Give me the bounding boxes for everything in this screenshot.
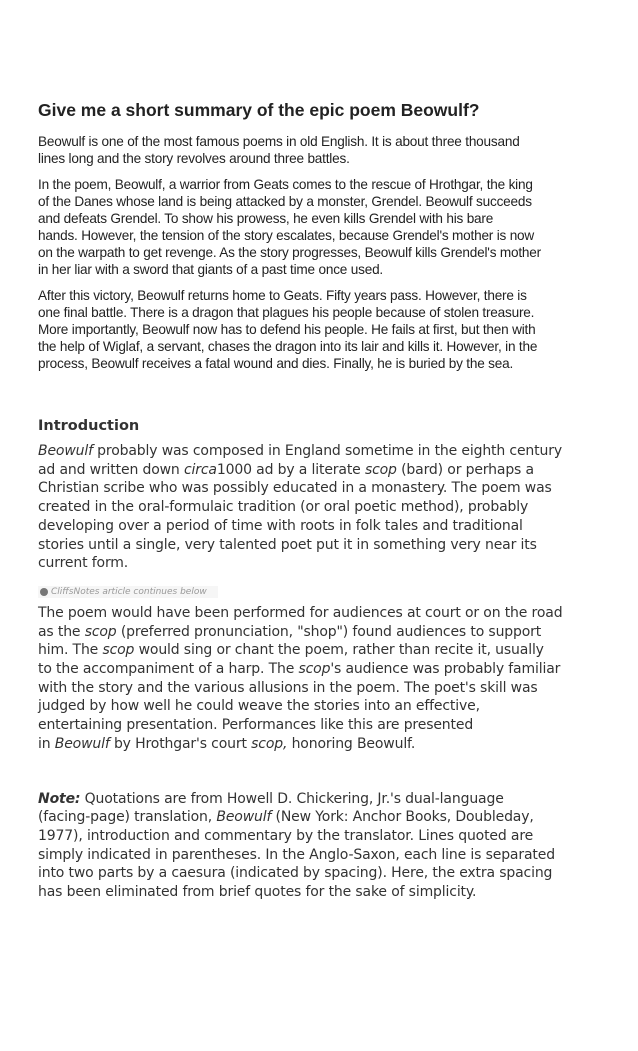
emphasized-text: scop: [364, 461, 397, 478]
text-run: 1000 ad by a literate: [216, 461, 365, 478]
text-run: (bard) or perhaps a Christian scribe who was possibly educated in a monastery. The poem was created in the oral-formulaic tradition (or oral poetic method), probably developing over a period of time with roots in folk tales and traditional stories until a single, very talented poet put it in something very near its current form.: [38, 461, 552, 572]
circle-icon: [40, 588, 48, 596]
text-run: (New York: Anchor Books, Doubleday, 1977), introduction and commentary by the translator. Lines quoted are simply indicated in parentheses. In the Anglo-Saxon, each line is separated into two parts by a caesura (indicated by spacing). Here, the extra spacing has been eliminated from brief quotes for the sake of simplicity.: [38, 809, 555, 901]
emphasized-text: Note:: [38, 790, 81, 807]
emphasized-text: scop: [84, 623, 117, 640]
text-run: by Hrothgar's court: [109, 735, 252, 752]
performance-paragraph: [38, 604, 618, 754]
introduction-heading: Introduction: [38, 418, 140, 434]
introduction-section: [38, 418, 618, 902]
introduction-paragraph: [38, 442, 618, 573]
text-run: 's audience was probably familiar with the story and the various allusions in the poem. The poet's skill was judged by how well he could weave the stories into an effective, entertaining presentation. Performances like this are presented in: [38, 661, 561, 752]
summary-section: [38, 100, 608, 381]
text-run: (preferred pronunciation, "shop") found audiences to support him. The: [38, 623, 542, 659]
emphasized-text: scop,: [251, 735, 288, 752]
page-title: Give me a short summary of the epic poem Beowulf?: [38, 100, 480, 120]
ad-notice: [38, 586, 218, 598]
text-run: would sing or chant the poem, rather than recite it, usually to the accompaniment of a harp. The: [38, 642, 544, 678]
summary-paragraph: In the poem, Beowulf, a warrior from Geats comes to the rescue of Hrothgar, the king of the Danes whose land is being attacked by a monster, Grendel. Beowulf succeeds and defeats Grendel. To show his prowess, he even kills Grendel with his bare hands. However, the tension of the story escalates, because Grendel's mother is now on the warpath to get revenge. As the story progresses, Beowulf kills Grendel's mother in her liar with a sword that giants of a past time once used.: [38, 177, 541, 277]
note-paragraph: [38, 790, 618, 902]
emphasized-text: Beowulf: [38, 443, 93, 459]
text-run: honoring Beowulf.: [287, 735, 416, 752]
emphasized-text: circa: [183, 461, 217, 478]
text-run: Quotations are from Howell D. Chickering, Jr.'s dual-language (facing-page) translation,: [38, 790, 504, 826]
emphasized-text: scop: [102, 642, 135, 659]
ad-notice-text: CliffsNotes article continues below: [51, 586, 207, 597]
emphasized-text: Beowulf: [216, 809, 272, 826]
summary-paragraph: After this victory, Beowulf returns home to Geats. Fifty years pass. However, there is one final battle. There is a dragon that plagues his people because of stolen treasure. More importantly, Beowulf now has to defend his people. He fails at first, but then with the help of Wiglaf, a servant, chases the dragon into its lair and kills it. However, in the process, Beowulf receives a fatal wound and dies. Finally, he is buried by the sea.: [38, 288, 538, 371]
text-run: probably was composed in England sometime in the eighth century ad and written down: [38, 443, 562, 478]
emphasized-text: Beowulf: [54, 735, 110, 752]
summary-paragraph: Beowulf is one of the most famous poems in old English. It is about three thousand lines long and the story revolves around three battles.: [38, 134, 520, 166]
emphasized-text: scop: [298, 661, 331, 678]
text-run: The poem would have been performed for audiences at court or on the road as the: [38, 604, 563, 640]
